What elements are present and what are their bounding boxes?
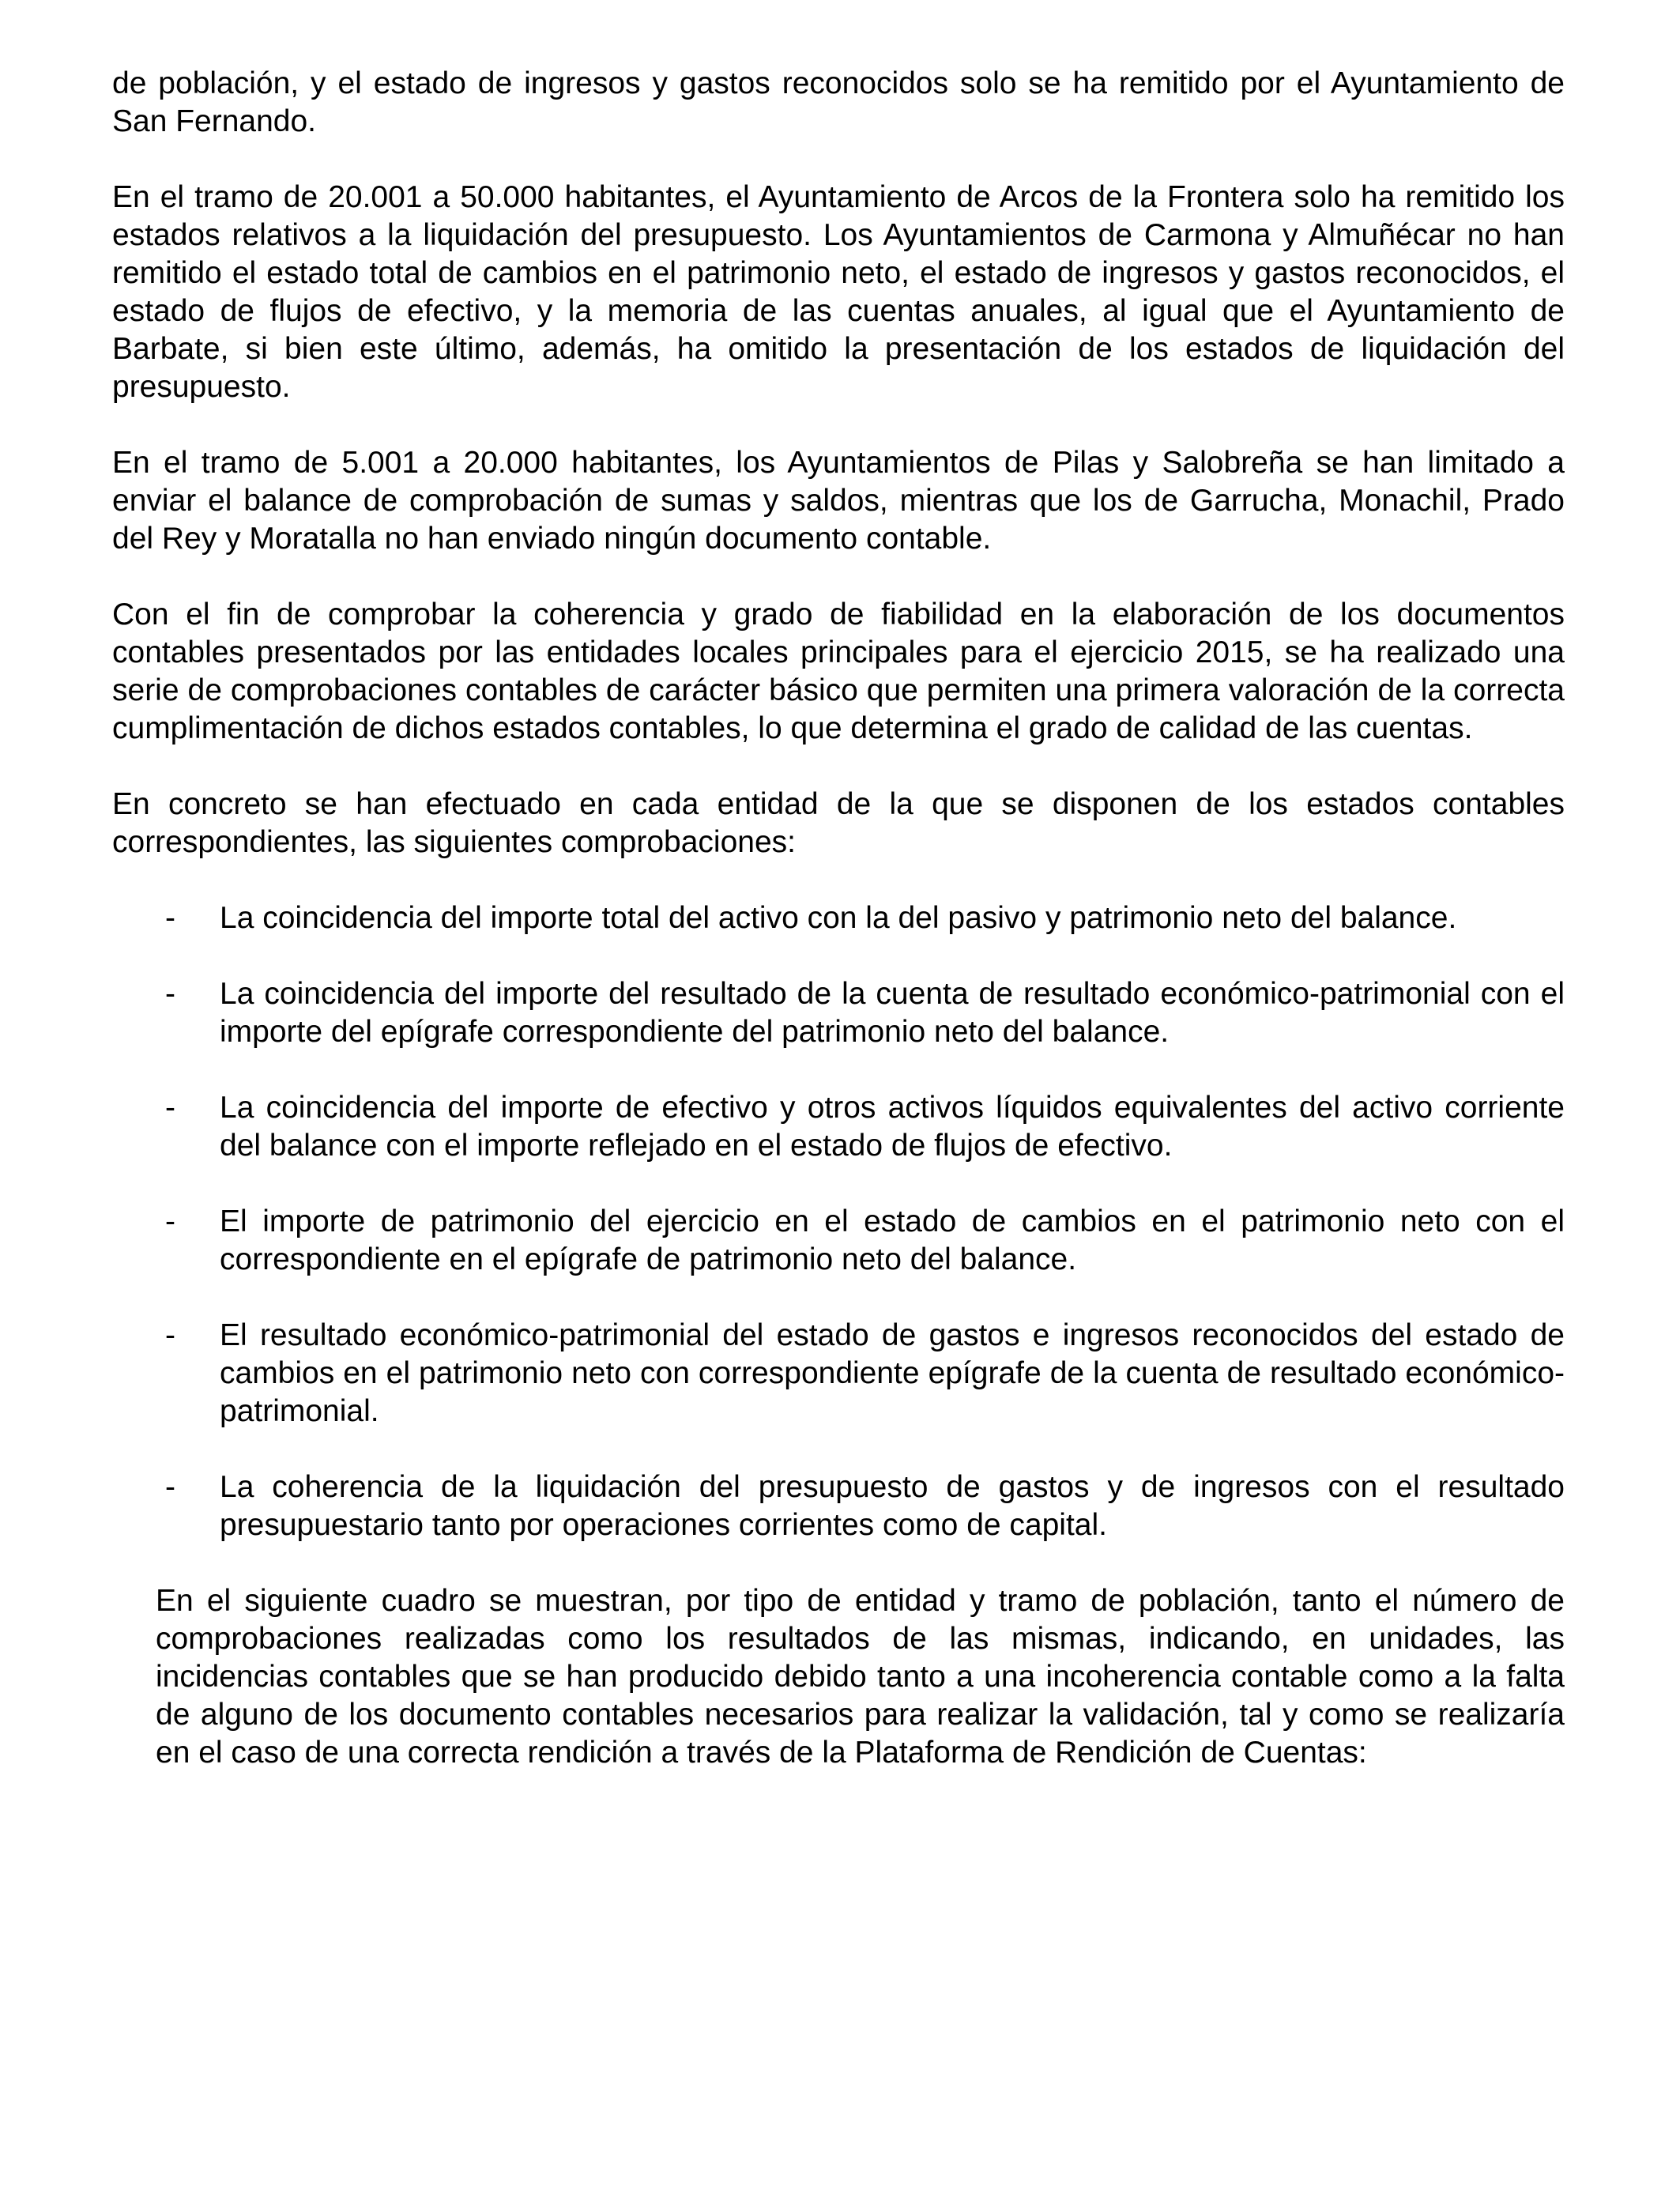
paragraph-comprobaciones-intro: En concreto se han efectuado en cada entidad de la que se disponen de los estados contables correspondientes, las siguientes comprobaciones: <box>112 787 1565 859</box>
paragraph-cuadro-intro: En el siguiente cuadro se muestran, por tipo de entidad y tramo de población, tanto el número de comprobaciones realizadas como los resultados de las mismas, indicando, en unidades, las incidencias contables que se han producido debido tanto a una incoherencia contable como a la falta de alguno de los documento contables necesarios para realizar la validación, tal y como se realizaría en el caso de una correcta rendición a través de la Plataforma de Rendición de Cuentas: <box>156 1584 1565 1770</box>
paragraph-coherencia: Con el fin de comprobar la coherencia y grado de fiabilidad en la elaboración de los documentos contables presentados por las entidades locales principales para el ejercicio 2015, se ha realizado una serie de comprobaciones contables de carácter básico que permiten una primera valoración de la correcta cumplimentación de dichos estados contables, lo que determina el grado de calidad de las cuentas. <box>112 598 1565 745</box>
dash-bullet: - <box>165 1204 175 1238</box>
dash-bullet: - <box>165 901 175 935</box>
document-page <box>112 65 1565 1772</box>
list-item <box>112 1203 1565 1279</box>
list-item-text: El resultado económico-patrimonial del estado de gastos e ingresos reconocidos del estado de cambios en el patrimonio neto con correspondiente epígrafe de la cuenta de resultado económico-patrimonial. <box>220 1318 1565 1428</box>
list-item-text: La coincidencia del importe de efectivo y otros activos líquidos equivalentes del activo corriente del balance con el importe reflejado en el estado de flujos de efectivo. <box>220 1091 1565 1163</box>
comprobaciones-list <box>112 899 1565 1544</box>
paragraph-tramo-20001-50000: En el tramo de 20.001 a 50.000 habitantes, el Ayuntamiento de Arcos de la Frontera solo ha remitido los estados relativos a la liquidación del presupuesto. Los Ayuntamientos de Carmona y Almuñécar no han remitido el estado total de cambios en el patrimonio neto, el estado de ingresos y gastos reconocidos, el estado de flujos de efectivo, y la memoria de las cuentas anuales, al igual que el Ayuntamiento de Barbate, si bien este último, además, ha omitido la presentación de los estados de liquidación del presupuesto. <box>112 180 1565 404</box>
list-item-text: La coincidencia del importe total del activo con la del pasivo y patrimonio neto del balance. <box>220 901 1457 935</box>
paragraph-tramo-5001-20000: En el tramo de 5.001 a 20.000 habitantes, los Ayuntamientos de Pilas y Salobreña se han limitado a enviar el balance de comprobación de sumas y saldos, mientras que los de Garrucha, Monachil, Prado del Rey y Moratalla no han enviado ningún documento contable. <box>112 446 1565 556</box>
list-item-text: La coherencia de la liquidación del presupuesto de gastos y de ingresos con el resultado presupuestario tanto por operaciones corrientes como de capital. <box>220 1470 1565 1542</box>
list-item <box>112 899 1565 937</box>
list-item <box>112 1089 1565 1165</box>
list-item <box>112 1468 1565 1544</box>
dash-bullet: - <box>165 1318 175 1352</box>
dash-bullet: - <box>165 1470 175 1504</box>
list-item-text: La coincidencia del importe del resultado de la cuenta de resultado económico-patrimonial con el importe del epígrafe correspondiente del patrimonio neto del balance. <box>220 977 1565 1049</box>
dash-bullet: - <box>165 977 175 1011</box>
dash-bullet: - <box>165 1091 175 1125</box>
list-item <box>112 975 1565 1051</box>
list-item <box>112 1317 1565 1431</box>
paragraph-san-fernando: de población, y el estado de ingresos y gastos reconocidos solo se ha remitido por el Ayuntamiento de San Fernando. <box>112 66 1565 138</box>
list-item-text: El importe de patrimonio del ejercicio en el estado de cambios en el patrimonio neto con el correspondiente en el epígrafe de patrimonio neto del balance. <box>220 1204 1565 1276</box>
